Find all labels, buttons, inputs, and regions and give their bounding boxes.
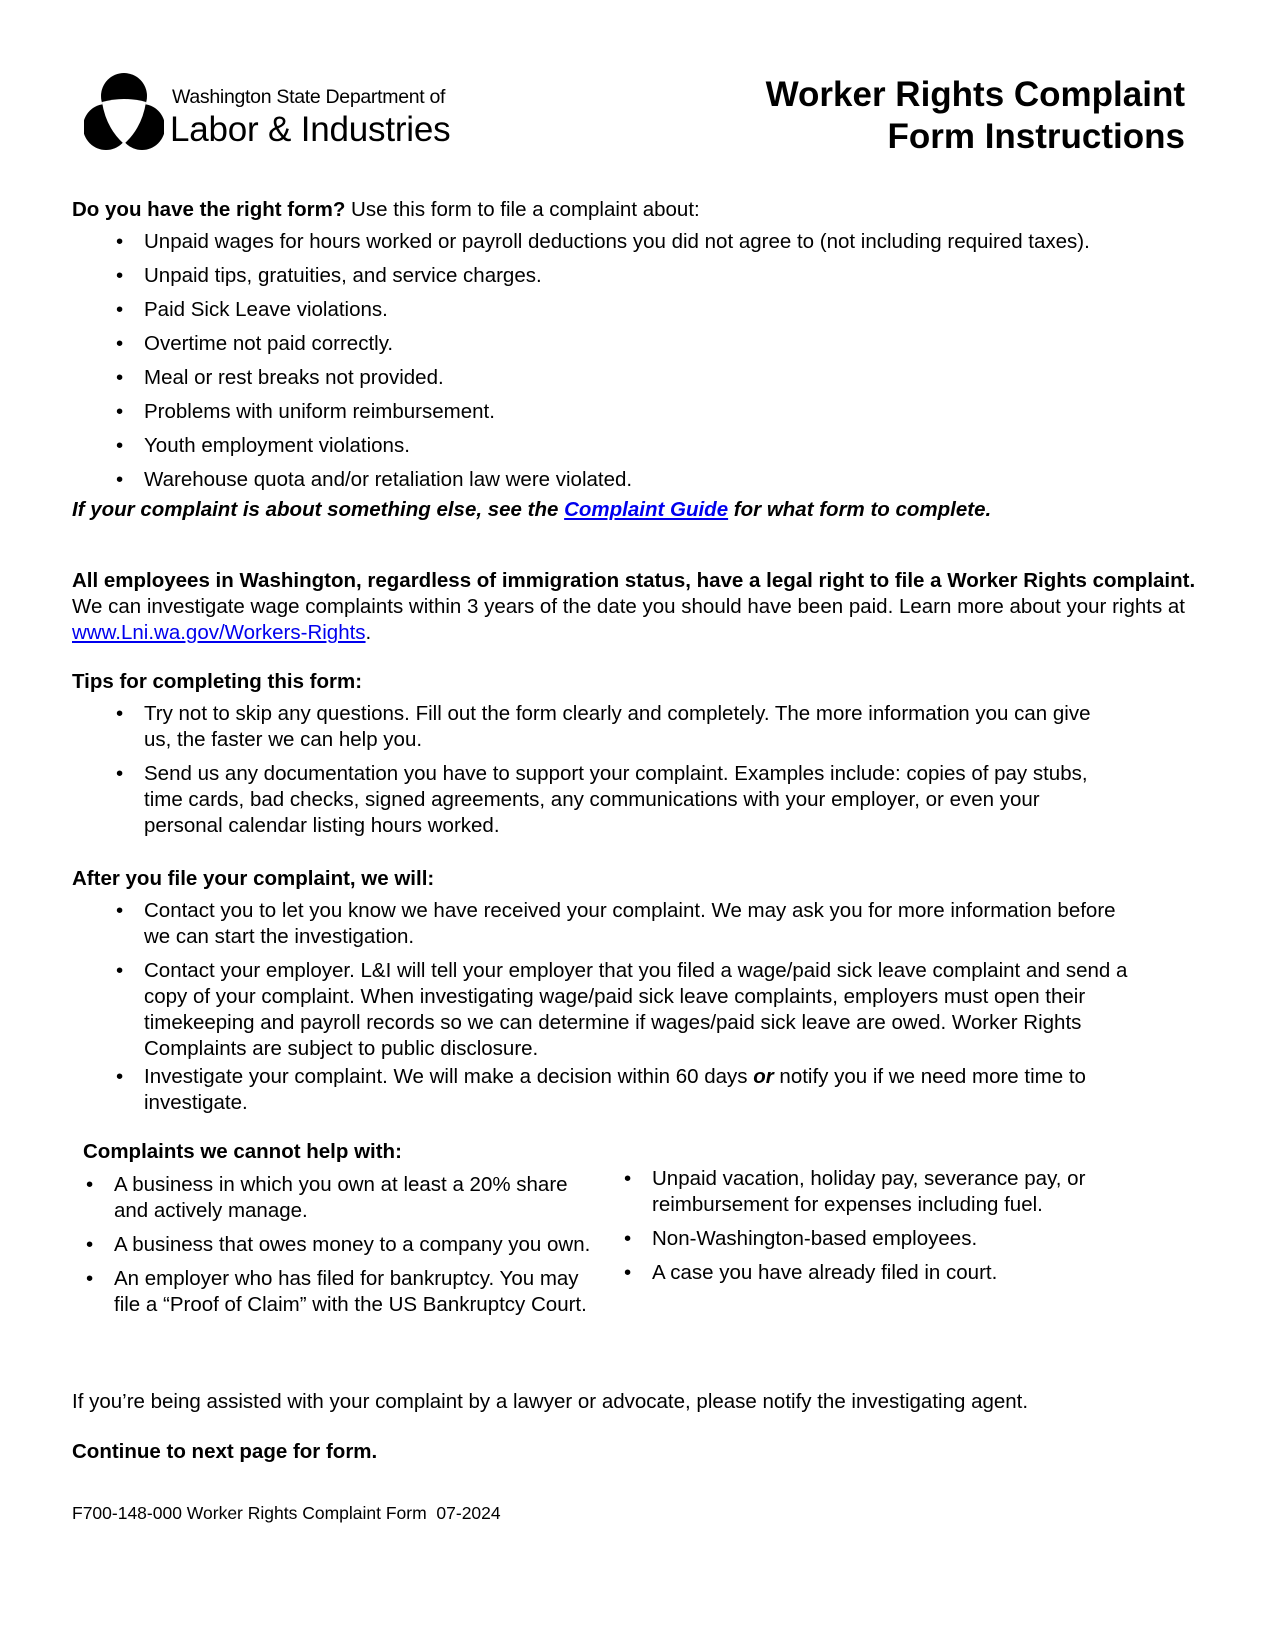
bullet-icon: • (116, 762, 124, 785)
rights-paragraph: All employees in Washington, regardless of immigration status, have a legal right to file a Worker Rights complaint. We can investigate wage complaints within 3 years of the date you should have been paid. Learn more about your rights at www.Lni.wa.gov/Workers-Rights. (72, 569, 1196, 644)
page-title-line2: Form Instructions (887, 117, 1185, 156)
complaint-guide-link[interactable]: Complaint Guide (564, 498, 729, 521)
cannot-help-left-list (72, 1172, 592, 1318)
bullet-icon: • (624, 1227, 632, 1250)
lni-logo (84, 72, 451, 156)
logo-org-line2: Labor & Industries (170, 110, 451, 149)
workers-rights-link[interactable]: www.Lni.wa.gov/Workers-Rights (72, 621, 366, 644)
right-form-lead (72, 197, 1172, 223)
list-item: • Meal or rest breaks not provided. (116, 366, 444, 389)
list-item: • Unpaid vacation, holiday pay, severance pay, or reimbursement for expenses including fuel. (624, 1167, 1086, 1216)
bullet-icon: • (116, 959, 124, 982)
list-item: • Try not to skip any questions. Fill out the form clearly and completely. The more information you can give us, the faster we can help you. (116, 702, 1091, 751)
bullet-icon: • (116, 899, 124, 922)
list-item: • Contact your employer. L&I will tell your employer that you filed a wage/paid sick leave complaint and send a copy of your complaint. When investigating wage/paid sick leave complaints, employers must open their timekeeping and payroll records so we can determine if wages/paid sick leave are owed. Worker Rights Complaints are subject to public disclosure. (116, 959, 1128, 1060)
bullet-icon: • (116, 434, 124, 457)
bullet-icon: • (116, 230, 124, 253)
other-complaint-note: If your complaint is about something else, see the Complaint Guide for what form to complete. (72, 498, 992, 521)
rights-bold: All employees in Washington, regardless of immigration status, have a legal right to file a Worker Rights complaint. (72, 569, 1196, 592)
cannot-help-heading: Complaints we cannot help with: (83, 1140, 402, 1163)
bullet-icon: • (116, 702, 124, 725)
after-list (72, 898, 1132, 1116)
rights-text: We can investigate wage complaints within 3 years of the date you should have been paid. Learn more about your rights at (72, 595, 1185, 618)
list-item: • Paid Sick Leave violations. (116, 298, 388, 321)
list-item: • Contact you to let you know we have received your complaint. We may ask you for more information before we can start the investigation. (116, 899, 1116, 948)
list-item: • Non-Washington-based employees. (624, 1227, 978, 1250)
bullet-icon: • (86, 1233, 94, 1256)
after-heading: After you file your complaint, we will: (72, 867, 435, 890)
continue-note: Continue to next page for form. (72, 1440, 378, 1463)
list-item: • Unpaid tips, gratuities, and service charges. (116, 264, 542, 287)
list-item: • Overtime not paid correctly. (116, 332, 394, 355)
list-item: • Send us any documentation you have to support your complaint. Examples include: copies of pay stubs, time cards, bad checks, signed agreements, any communications with your employer, or even your personal calendar listing hours worked. (116, 762, 1088, 837)
bullet-icon: • (116, 468, 124, 491)
bullet-icon: • (116, 400, 124, 423)
bullet-icon: • (116, 1065, 124, 1088)
tips-list (72, 701, 1122, 839)
tips-heading: Tips for completing this form: (72, 670, 363, 693)
list-item: • A business in which you own at least a 20% share and actively manage. (86, 1173, 568, 1222)
bullet-icon: • (116, 298, 124, 321)
advocate-note: If you’re being assisted with your complaint by a lawyer or advocate, please notify the investigating agent. (72, 1390, 1029, 1413)
list-item: • Warehouse quota and/or retaliation law were violated. (116, 468, 633, 491)
bullet-icon: • (116, 366, 124, 389)
list-item: • Unpaid wages for hours worked or payroll deductions you did not agree to (not including required taxes). (116, 230, 1090, 253)
list-item: • Problems with uniform reimbursement. (116, 400, 495, 423)
form-footer: F700-148-000 Worker Rights Complaint Form 07-2024 (72, 1503, 501, 1523)
bullet-icon: • (624, 1167, 632, 1190)
bullet-icon: • (86, 1267, 94, 1290)
right-form-section (72, 197, 1172, 523)
list-item: • A business that owes money to a company you own. (86, 1233, 591, 1256)
list-item: • Youth employment violations. (116, 434, 410, 457)
list-item: • A case you have already filed in court. (624, 1261, 998, 1284)
page-title-line1: Worker Rights Complaint (765, 75, 1185, 114)
bullet-icon: • (116, 332, 124, 355)
lni-trefoil-logo-icon (84, 72, 164, 152)
after-filing-section (72, 866, 1172, 1116)
cannot-help-right-list (610, 1166, 1130, 1286)
bullet-icon: • (86, 1173, 94, 1196)
page-title (766, 74, 1185, 158)
emphasis-or: or (753, 1065, 774, 1088)
right-form-lead-bold: Do you have the right form? (72, 198, 346, 221)
bullet-icon: • (624, 1261, 632, 1284)
list-item: • An employer who has filed for bankruptcy. You may file a “Proof of Claim” with the US Bankruptcy Court. (86, 1267, 587, 1316)
bullet-icon: • (116, 264, 124, 287)
tips-section (72, 669, 1172, 839)
list-item: • Investigate your complaint. We will make a decision within 60 days or notify you if we need more time to investigate. (116, 1065, 1086, 1114)
logo-org-line1: Washington State Department of (172, 86, 446, 108)
right-form-lead-rest: Use this form to file a complaint about: (345, 198, 700, 221)
right-form-list (72, 229, 1112, 493)
